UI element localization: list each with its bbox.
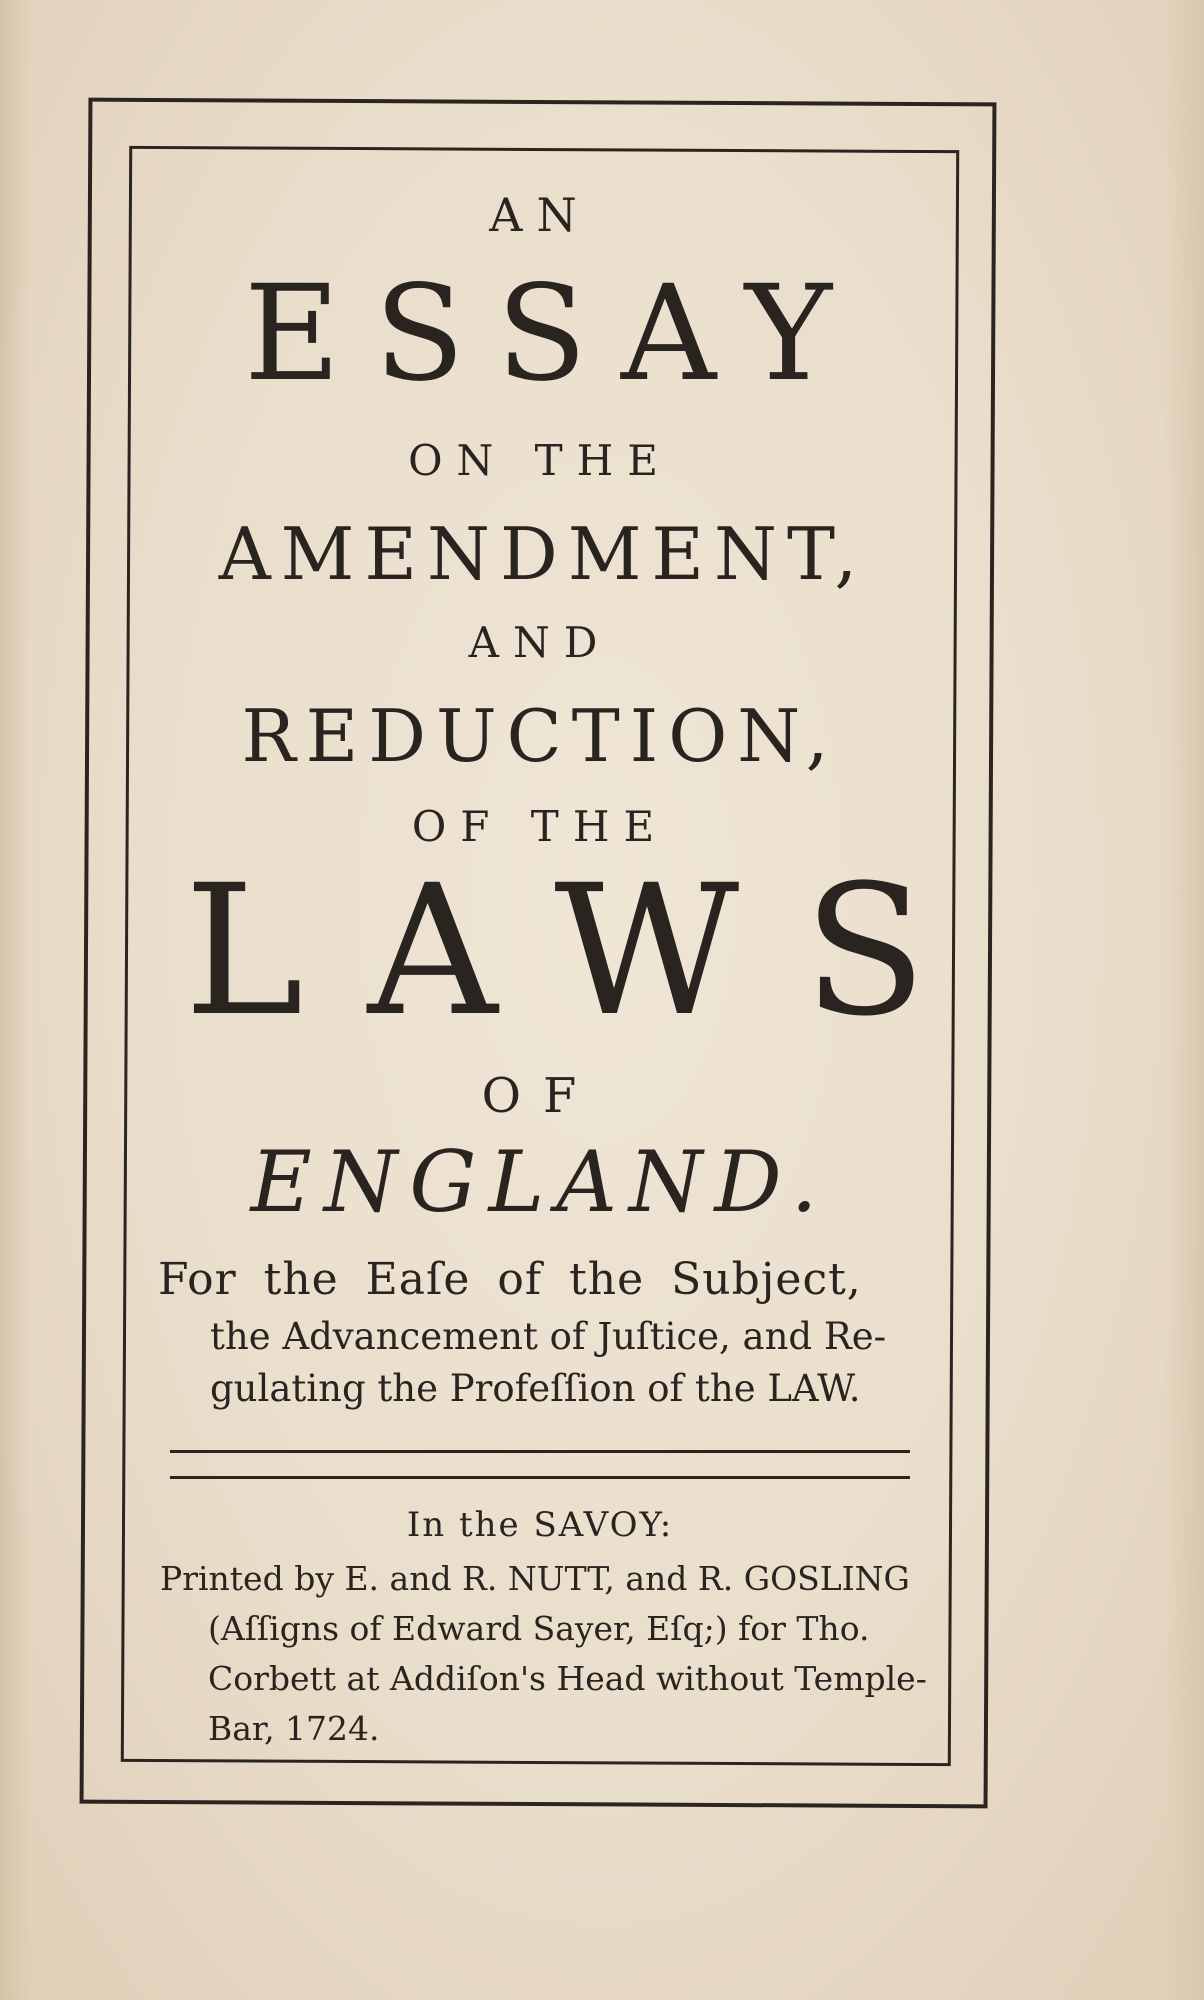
subtitle-line-3: gulating the Profeſſion of the LAW.: [210, 1367, 861, 1410]
paper-edge-right: [1164, 0, 1204, 2000]
imprint-line-5: Bar, 1724.: [208, 1709, 380, 1748]
title-line-essay: ESSAY: [243, 257, 866, 411]
subtitle-line-1: For the Eaſe of the Subject,: [158, 1254, 862, 1305]
title-line-and: AND: [468, 618, 612, 667]
imprint-line-3: (Aſſigns of Edward Sayer, Eſq;) for Tho.: [208, 1609, 870, 1648]
title-line-an: AN: [489, 188, 591, 242]
divider-rule-top: [170, 1450, 910, 1453]
subtitle-line-2: the Advancement of Juſtice, and Re-: [210, 1315, 887, 1358]
imprint-line-2: Printed by E. and R. NUTT, and R. GOSLING: [160, 1559, 910, 1598]
title-page-content: [130, 150, 991, 1760]
title-line-of-the: OF THE: [411, 802, 669, 851]
title-line-amendment: AMENDMENT,: [218, 512, 868, 596]
title-line-of: OF: [481, 1068, 599, 1124]
divider-rule-bottom: [170, 1476, 910, 1479]
title-line-on-the: ON THE: [408, 436, 672, 485]
title-line-laws: LAWS: [184, 847, 991, 1056]
title-line-england: ENGLAND.: [250, 1133, 830, 1231]
imprint-line-1: In the SAVOY:: [406, 1505, 674, 1545]
paper-edge-left: [0, 0, 30, 2000]
imprint-line-4: Corbett at Addiſon's Head without Temple-: [208, 1659, 927, 1698]
title-line-reduction: REDUCTION,: [241, 694, 839, 778]
